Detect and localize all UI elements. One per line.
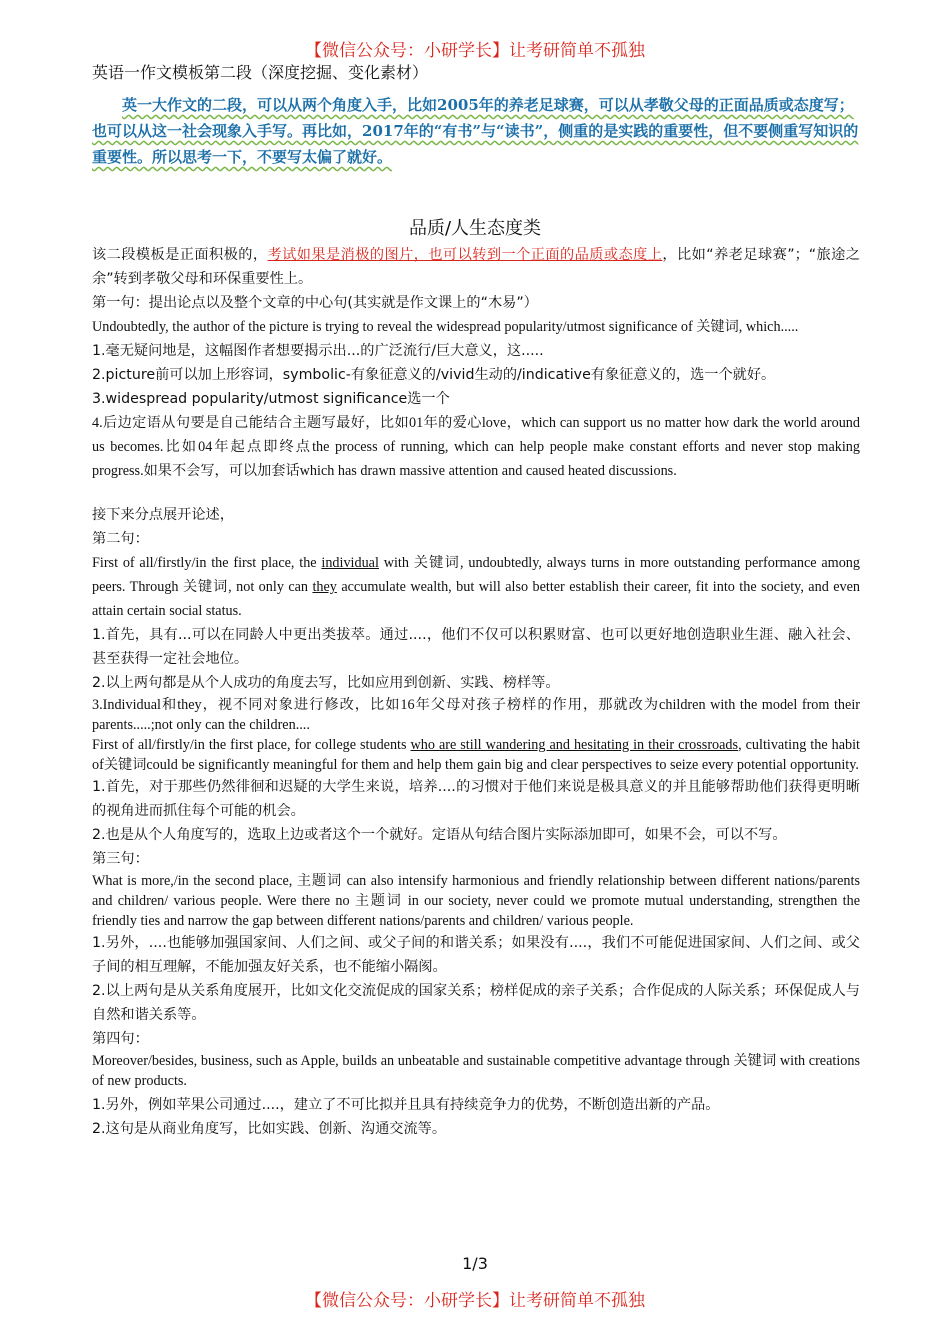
intro-paragraph: 英一大作文的二段，可以从两个角度入手，比如2005年的养老足球赛，可以从孝敬父母的正面品质或态度写；也可以从这一社会现象入手写。再比如，2017年的“有书”与“读书”，侧重的是实践的重要性，但不要侧重写知识的重要性。所以思考一下，不要写太偏了就好。 bbox=[92, 96, 859, 166]
text-run: First of all/firstly/in the first place, for college students bbox=[92, 737, 411, 753]
sentence-heading-3: 第三句： bbox=[92, 851, 149, 867]
document-title: 英语一作文模板第二段（深度挖掘、变化素材） bbox=[92, 63, 429, 82]
paragraph-template-note bbox=[92, 243, 860, 291]
spacer bbox=[92, 483, 860, 503]
note-2-1: 1.首先，具有...可以在同龄人中更出类拔萃。通过....，他们不仅可以积累财富、也可以更好地创造职业生涯、融入社会、甚至获得一定社会地位。 bbox=[92, 627, 860, 667]
transition-line: 接下来分点展开论述， bbox=[92, 507, 234, 523]
note-2-5: 2.也是从个人角度写的，选取上边或者这个一个就好。定语从句结合图片实际添加即可，如果不会，可以不写。 bbox=[92, 827, 787, 843]
underlined-term: they bbox=[312, 579, 337, 595]
template-sentence-2a bbox=[92, 551, 860, 623]
note-1-2: 2.picture前可以加上形容词，symbolic-有象征意义的/vivid生动的/indicative有象征意义的，选一个就好。 bbox=[92, 367, 776, 383]
note-3-2: 2.以上两句是从关系角度展开，比如文化交流促成的国家关系；榜样促成的亲子关系；合作促成的人际关系；环保促成人与自然和谐关系等。 bbox=[92, 983, 860, 1023]
section-title: 品质/人生态度类 bbox=[408, 218, 542, 239]
template-sentence-2b bbox=[92, 735, 860, 775]
text-run: accumulate wealth, but will also better establish their career, fit into the society, and even attain certain social status. bbox=[92, 579, 861, 619]
note-1-1: 1.毫无疑问地是，这幅图作者想要揭示出...的广泛流行/巨大意义，这..... bbox=[92, 343, 544, 359]
note-2-4: 1.首先，对于那些仍然徘徊和迟疑的大学生来说，培养....的习惯对于他们来说是极具意义的并且能够帮助他们获得更明晰的视角进而抓住每个可能的机会。 bbox=[92, 779, 860, 819]
note-4-1: 1.另外，例如苹果公司通过....，建立了不可比拟并且具有持续竞争力的优势，不断创造出新的产品。 bbox=[92, 1097, 720, 1113]
note-1-3: 3.widespread popularity/utmost significance选一个 bbox=[92, 391, 450, 407]
text-run: 该二段模板是正面积极的， bbox=[92, 247, 268, 263]
content-body bbox=[92, 243, 860, 1141]
note-2-2: 2.以上两句都是从个人成功的角度去写，比如应用到创新、实践、榜样等。 bbox=[92, 675, 560, 691]
template-sentence-3: What is more,/in the second place, 主题词 can also intensify harmonious and friendly relationship between different nations/parents and children/ various people. Were there no 主题词 in our society, never could we promote mutual understanding, strengthen the friendly ties and narrow the gap between different nations/parents and children/ various people. bbox=[92, 873, 860, 929]
template-sentence-4: Moreover/besides, business, such as Apple, builds an unbeatable and sustainable competitive advantage through 关键词 with creations of new products. bbox=[92, 1053, 860, 1089]
template-sentence-1: Undoubtedly, the author of the picture is trying to reveal the widespread popularity/utmost significance of 关键词, which..... bbox=[92, 319, 799, 335]
underlined-term: individual bbox=[321, 555, 379, 571]
sentence-heading-2: 第二句： bbox=[92, 531, 149, 547]
text-run: ，比如“养老足球赛”；“旅途之余”转到孝敬父母和环保重要性上。 bbox=[92, 247, 860, 287]
header-banner: 【微信公众号：小研学长】让考研简单不孤独 bbox=[305, 41, 645, 61]
page-number: 1/3 bbox=[462, 1254, 488, 1273]
highlight-note: 考试如果是消极的图片，也可以转到一个正面的品质或态度上 bbox=[267, 247, 663, 263]
text-run: , cultivating the habit of关键词could be significantly meaningful for them and help them gain big and clear perspectives to seize every potential opportunity. bbox=[92, 737, 860, 773]
note-3-1: 1.另外，....也能够加强国家间、人们之间、或父子间的和谐关系；如果没有....，我们不可能促进国家间、人们之间、或父子间的相互理解，不能加强友好关系，也不能缩小隔阂。 bbox=[92, 935, 860, 975]
underlined-clause: who are still wandering and hesitating in their crossroads bbox=[410, 737, 739, 753]
text-run: First of all/firstly/in the first place, the bbox=[92, 555, 322, 571]
note-4-2: 2.这句是从商业角度写，比如实践、创新、沟通交流等。 bbox=[92, 1121, 447, 1137]
note-1-4: 4.后边定语从句要是自己能结合主题写最好，比如01年的爱心love，which can support us no matter how dark the world around us becomes.比如04年起点即终点the process of running, which can help people make constant efforts and never stop making progress.如果不会写，可以加套话which has drawn massive attention and caused heated discussions. bbox=[92, 415, 860, 479]
sentence-heading-1: 第一句：提出论点以及整个文章的中心句(其实就是作文课上的“木易”） bbox=[92, 295, 538, 311]
sentence-heading-4: 第四句： bbox=[92, 1031, 149, 1047]
note-2-3: 3.Individual和they，视不同对象进行修改，比如16年父母对孩子榜样的作用，那就改为children with the model from their parents.....;not only can the children.... bbox=[92, 697, 860, 733]
text-run: with 关键词, undoubtedly, always turns in more outstanding performance among peers. Through 关键词, not only can bbox=[92, 555, 860, 595]
footer-banner: 【微信公众号：小研学长】让考研简单不孤独 bbox=[305, 1291, 645, 1311]
